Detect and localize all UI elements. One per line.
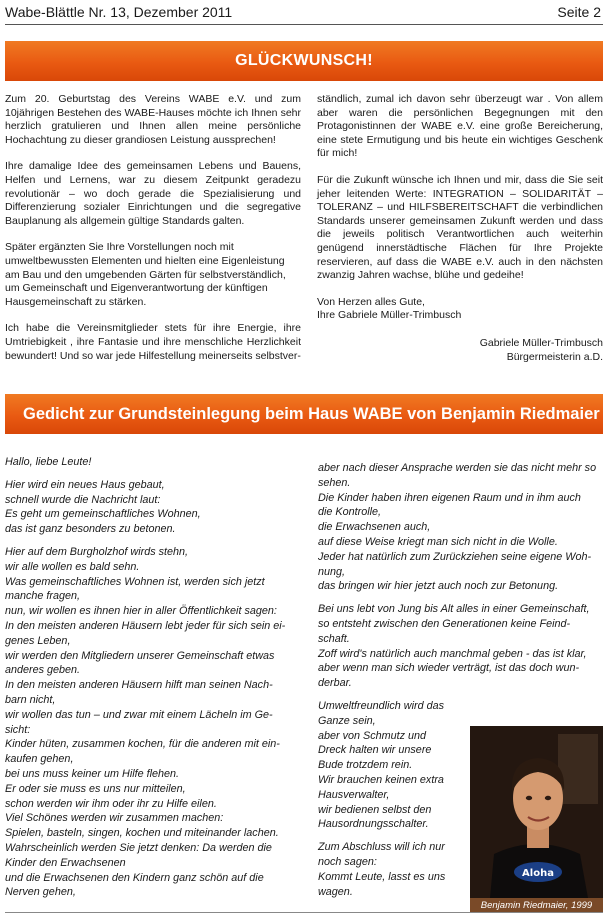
poem-line: Hallo, liebe Leute! (5, 456, 92, 468)
poem-line: sehen. (318, 476, 351, 489)
signature-block (317, 337, 603, 364)
poem-line: Zoff wird's natürlich auch manchmal geben - das ist klar, (318, 647, 587, 660)
poem-line: Kinder den Erwachsenen (5, 856, 126, 869)
header-divider (5, 24, 603, 25)
poem-line: Zum Abschluss will ich nur (318, 841, 445, 854)
article1-banner (5, 41, 603, 81)
poem-line: Ganze sein, (318, 714, 376, 727)
poem-line: schnell wurde die Nachricht laut: (5, 493, 161, 506)
article1-paragraph: Später ergänzten Sie Ihre Vorstellungen noch mit umweltbewussten Elementen und hielten eine Eigenleistung am Bau und den umgebenden Gärten für selbstverständlich, um Gemeinschaft und Eigenverantwortung der künftigen Hausgemeinschaft zu stärken. (5, 241, 286, 308)
page-header (5, 4, 603, 24)
poem-line: derbar. (318, 677, 352, 690)
poem-line: Dreck halten wir unsere (318, 744, 432, 757)
poem-line: Kinder hüten, zusammen kochen, für die anderen mit ein- (5, 738, 280, 751)
poem-line: Bude trotzdem rein. (318, 759, 413, 772)
poem-line: Es geht um gemeinschaftliches Wohnen, (5, 508, 201, 521)
poem-line: Wahrscheinlich werden Sie jetzt denken: Da werden die (5, 841, 272, 854)
article2-banner (5, 394, 603, 434)
poem-line: Nerven gehen, (5, 886, 76, 899)
poem-line: bei uns muss keiner um Hilfe flehen. (5, 767, 180, 780)
poem-line: wir bedienen selbst den (318, 803, 432, 816)
article1-left-column (5, 93, 301, 376)
poem-line: schaft. (318, 632, 350, 645)
article1-paragraph: Zum 20. Geburtstag des Vereins WABE e.V. und zum 10jährigen Bestehen des WABE-Hauses möchte ich Ihnen sehr herzlich gratulieren und Ihnen allen meine persönliche Hochachtung zu dieser grandiosen Leistung aussprechen! (5, 93, 301, 146)
poem-stanza (5, 545, 310, 900)
article2-title: Gedicht zur Grundsteinlegung beim Haus WABE von Benjamin Riedmaier (23, 405, 600, 423)
portrait-illustration (470, 726, 603, 898)
poem-line: Er oder sie muss es uns nur mitteilen, (5, 782, 186, 795)
poem-line: wir werden den Mitgliedern unserer Gemeinschaft etwas (5, 649, 275, 662)
poem-line: Umweltfreundlich wird das (318, 699, 445, 712)
poem-line: Hausordnungsschalter. (318, 818, 429, 831)
photo-caption: Benjamin Riedmaier, 1999 (470, 898, 603, 913)
poem-line: Jeder hat natürlich zum Zurückziehen seine eigene Woh- (318, 550, 592, 563)
poem-line: wagen. (318, 885, 353, 898)
poem-line: Wir brauchen keinen extra (318, 773, 444, 786)
poem-line: das bringen wir hier jetzt auch noch zur Betonung. (318, 580, 559, 593)
issue-title: Wabe-Blättle Nr. 13, Dezember 2011 (5, 4, 233, 20)
poem-line: nun, wir wollen es ihnen hier in aller Öffentlichkeit sagen: (5, 605, 277, 618)
page-number: Seite 2 (557, 4, 601, 20)
poem-line: barn nicht, (5, 693, 56, 706)
bottom-divider (5, 912, 603, 913)
shirt-print: Aloha (522, 868, 554, 879)
poem-line: die Erwachsenen auch, (318, 521, 431, 534)
article1-paragraph: Ihre damalige Idee des gemeinsamen Lebens und Bauens, Helfen und Lernens, war zu diesem Zeitpunkt geradezu revolutionär – wo doch gerade die Spezialisierung und Differenzierung sozialer Einrichtungen und die segregative Bauplanung als allgemein gültige Standards galten. (5, 160, 301, 227)
greeting (317, 296, 603, 323)
poem-line: In den meisten anderen Häusern hilft man seinen Nach- (5, 679, 273, 692)
poem-line: manche fragen, (5, 590, 81, 603)
poem-line: Bei uns lebt von Jung bis Alt alles in einer Gemeinschaft, (318, 603, 590, 616)
poem-line: das ist ganz besonders zu betonen. (5, 523, 176, 536)
poem-stanza (318, 699, 463, 832)
poem-line: Hier wird ein neues Haus gebaut, (5, 478, 165, 491)
poem-line: Hier auf dem Burgholzhof wirds stehn, (5, 545, 189, 558)
poem-line: noch sagen: (318, 855, 377, 868)
poem-line: aber von Schmutz und (318, 729, 427, 742)
portrait-photo (470, 726, 603, 898)
poem-line: Hausverwalter, (318, 788, 390, 801)
poem-stanza (5, 478, 310, 537)
poem-line: aber nach dieser Ansprache werden sie das nicht mehr so (318, 462, 597, 474)
poem-line: anderes geben. (5, 664, 81, 677)
article1-paragraph: Für die Zukunft wünsche ich Ihnen und mir, dass die Sie seit jeher leitenden Werte: INTEGRATION – SOLIDARITÄT – TOLERANZ – und HILFSBEREITSCHAFT die verbindlichen Standards unserer gemeinsamen Zukunft werden und dass die jeweils politisch Verantwortlichen auch weiterhin genügend innerstädtische Flächen für Ihre Projekte reservieren, auf dass die WABE e.V. auch in den nächsten zwanzig Jahren wachse, blühe und gedeihe! (317, 173, 603, 282)
poem-stanza (318, 840, 463, 899)
poem-line: In den meisten anderen Häusern lebt jeder für sich sein ei- (5, 619, 286, 632)
poem-line: so entsteht zwischen den Generationen keine Feind- (318, 617, 571, 630)
poem-line: genes Leben, (5, 634, 71, 647)
poem-line: Kommt Leute, lasst es uns (318, 870, 446, 883)
poem-line: Was gemeinschaftliches Wohnen ist, werden sich jetzt (5, 575, 265, 588)
poem-line: auf diese Weise kriegt man sich nicht in die Wolle. (318, 535, 558, 548)
greeting-line-1: Von Herzen alles Gute, (317, 295, 425, 308)
poem-line: Viel Schönes werden wir zusammen machen: (5, 812, 224, 825)
signer-title: Bürgermeisterin a.D. (506, 350, 603, 363)
poem-stanza (318, 602, 605, 691)
signer-name: Gabriele Müller-Trimbusch (479, 336, 603, 349)
article1-right-column (317, 93, 603, 364)
poem-line: kaufen gehen, (5, 753, 74, 766)
poem-line: nung, (318, 565, 346, 578)
poem-line: wir wollen das tun – und zwar mit einem Lächeln im Ge- (5, 708, 273, 721)
poem-left-column (5, 455, 310, 908)
article1-paragraph: Ich habe die Vereinsmitglieder stets für ihre Energie, ihre Umtriebigkeit , ihre Fantasie und ihre menschliche Herzlichkeit bewundert! Und so war jede Hilfestellung meinerseits selbstver- (5, 322, 301, 362)
poem-line: Die Kinder haben ihren eigenen Raum und in ihm auch (318, 491, 581, 504)
poem-line: wir alle wollen es bald sehn. (5, 560, 140, 573)
poem-stanza (318, 461, 605, 594)
poem-narrow-column (318, 699, 463, 899)
article1-title: GLÜCKWUNSCH! (235, 52, 373, 69)
poem-line: sicht: (5, 723, 31, 736)
photo-frame (470, 726, 603, 913)
greeting-line-2: Ihre Gabriele Müller-Trimbusch (317, 309, 462, 322)
poem-line: und die Erwachsenen den Kindern ganz schön auf die (5, 871, 264, 884)
poem-line: Spielen, basteln, singen, kochen und miteinander lachen. (5, 827, 279, 840)
poem-line: die Kontrolle, (318, 506, 382, 519)
poem-stanza (5, 455, 310, 470)
article1-paragraph: ständlich, zumal ich davon sehr überzeugt war . Von allem aber waren die persönlichen Begegnungen mit den Protagonistinnen der WABE e.V. eine große Bereicherung, eine stete Ermutigung und bis heute ein wichtiges Geschenk für mich! (317, 93, 603, 160)
poem-line: aber wenn man sich wieder verträgt, ist das doch wun- (318, 662, 580, 675)
poem-line: schon werden wir ihm oder ihr zu Hilfe eilen. (5, 797, 217, 810)
